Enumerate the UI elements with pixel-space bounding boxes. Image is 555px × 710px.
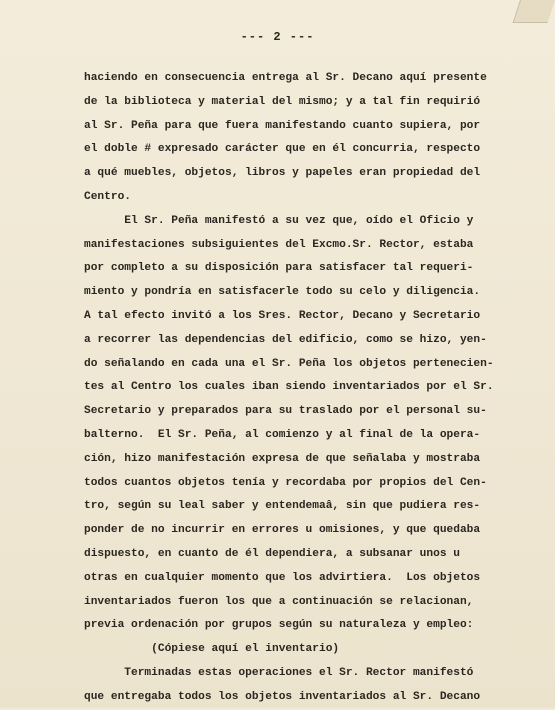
text-line: do señalando en cada una el Sr. Peña los objetos pertenecien- — [84, 357, 494, 370]
text-line: dispuesto, en cuanto de él dependiera, a subsanar unos u — [84, 547, 460, 560]
text-line: Centro. — [84, 190, 131, 203]
text-line: inventariados fueron los que a continuación se relacionan, — [84, 595, 474, 608]
text-line: manifestaciones subsiguientes del Excmo.Sr. Rector, estaba — [84, 238, 474, 251]
text-line: el doble # expresado carácter que en él concurria, respecto — [84, 143, 481, 156]
text-line: ponder de no incurrir en errores u omisiones, y que quedaba — [84, 524, 481, 537]
text-line: todos cuantos objetos tenía y recordaba por propios del Cen- — [84, 476, 487, 489]
text-line: previa ordenación por grupos según su naturaleza y empleo: — [84, 619, 474, 632]
text-line: otras en cualquier momento que los advirtiera. Los objetos — [84, 571, 481, 584]
text-line: al Sr. Peña para que fuera manifestando cuanto supiera, por — [84, 119, 481, 132]
text-line: El Sr. Peña manifestó a su vez que, oído el Oficio y — [84, 214, 474, 227]
text-line: miento y pondría en satisfacerle todo su celo y diligencia. — [84, 286, 481, 299]
text-line: tes al Centro los cuales iban siendo inventariados por el Sr. — [84, 381, 494, 394]
text-line: Secretario y preparados para su traslado por el personal su- — [84, 405, 487, 418]
text-line: a qué muebles, objetos, libros y papeles eran propiedad del — [84, 167, 481, 180]
body-text — [84, 67, 514, 710]
text-line: haciendo en consecuencia entrega al Sr. Decano aquí presente — [84, 72, 487, 84]
text-line: Terminadas estas operaciones el Sr. Rector manifestó — [84, 666, 474, 679]
text-line: por completo a su disposición para satisfacer tal requeri- — [84, 262, 474, 275]
text-line: que entregaba todos los objetos inventariados al Sr. Decano — [84, 690, 481, 703]
text-line: de la biblioteca y material del mismo; y a tal fin requirió — [84, 95, 481, 108]
folded-corner — [513, 0, 555, 23]
text-line: A tal efecto invitó a los Sres. Rector, Decano y Secretario — [84, 309, 481, 322]
text-line: balterno. El Sr. Peña, al comienzo y al final de la opera- — [84, 428, 481, 441]
text-line: ción, hizo manifestación expresa de que señalaba y mostraba — [84, 452, 481, 465]
page-number: --- 2 --- — [240, 30, 315, 44]
text-line: tro, según su leal saber y entendemaâ, sin que pudiera res- — [84, 500, 481, 513]
text-line: (Cópiese aquí el inventario) — [84, 643, 340, 656]
text-line: a recorrer las dependencias del edificio, como se hizo, yen- — [84, 333, 487, 346]
